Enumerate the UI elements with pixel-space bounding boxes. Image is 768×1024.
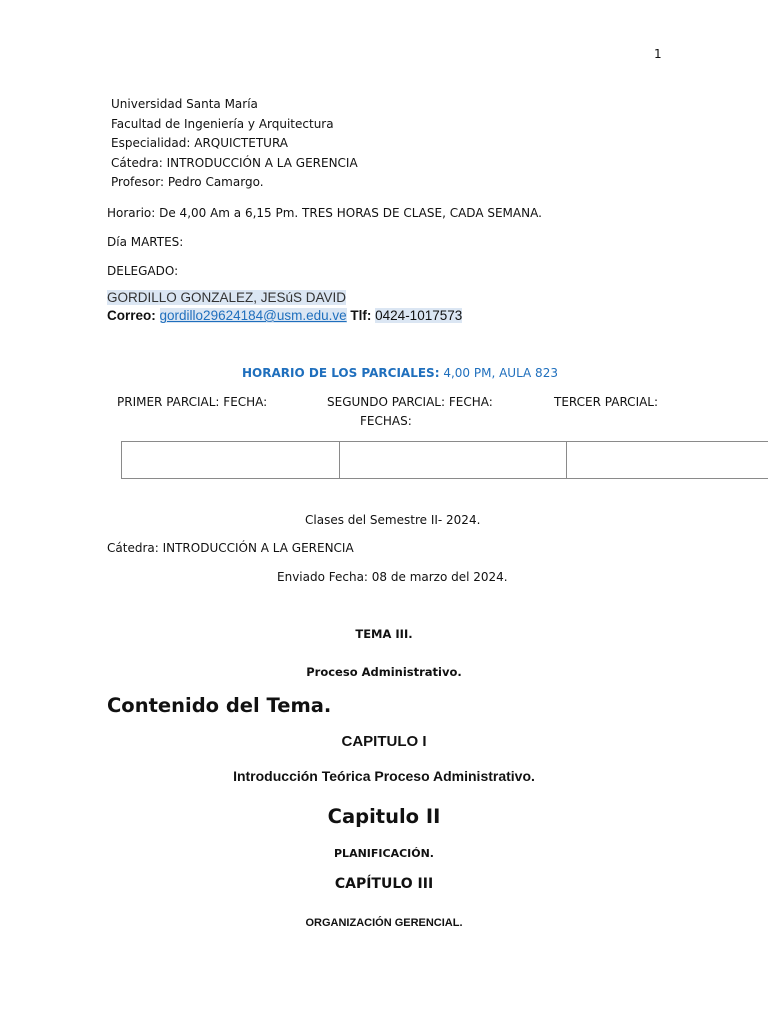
header-block: [111, 95, 358, 193]
chapter-3-heading: CAPÍTULO III: [334, 876, 434, 892]
header-professor: Profesor: Pedro Camargo.: [111, 175, 264, 189]
exams-heading-line: [242, 366, 558, 380]
first-exam-date-cell: [121, 441, 340, 479]
semester-text: Clases del Semestre II- 2024.: [305, 513, 481, 527]
theme-title: Proceso Administrativo.: [306, 665, 462, 679]
header-speciality: Especialidad: ARQUICTETURA: [111, 136, 289, 150]
chapter-3-title: ORGANIZACIÓN GERENCIAL.: [305, 917, 463, 929]
delegate-contact: [107, 308, 462, 323]
sent-date-text: Enviado Fecha: 08 de marzo del 2024.: [277, 570, 508, 584]
chapter-1-heading: CAPITULO I: [341, 733, 427, 750]
header-faculty: Facultad de Ingeniería y Arquitectura: [111, 116, 334, 131]
third-exam-date-cell: [566, 441, 768, 479]
theme-number: TEMA III.: [355, 627, 413, 641]
header-university: Universidad Santa María: [111, 97, 258, 111]
content-heading: Contenido del Tema.: [107, 694, 332, 717]
catedra-text: Cátedra: INTRODUCCIÓN A LA GERENCIA: [107, 541, 354, 555]
exams-time: 4,00 PM, AULA 823: [443, 366, 558, 380]
schedule-text: Horario: De 4,00 Am a 6,15 Pm. TRES HORAS DE CLASE, CADA SEMANA.: [107, 206, 542, 220]
second-exam-label: SEGUNDO PARCIAL: FECHA:: [327, 395, 493, 409]
exams-heading: HORARIO DE LOS PARCIALES:: [242, 366, 440, 380]
phone-label: Tlf:: [350, 308, 372, 323]
delegate-name: GORDILLO GONZALEZ, JESúS DAVID: [107, 290, 347, 305]
delegate-label: DELEGADO:: [107, 264, 179, 278]
second-exam-date-cell: [339, 441, 567, 479]
chapter-2-heading: Capitulo II: [327, 805, 441, 828]
day-text: Día MARTES:: [107, 235, 184, 249]
page-number: 1: [654, 47, 662, 61]
first-exam-label: PRIMER PARCIAL: FECHA:: [117, 395, 268, 409]
third-exam-label: TERCER PARCIAL:: [554, 395, 659, 409]
email-link[interactable]: gordillo29624184@usm.edu.ve: [159, 308, 347, 323]
header-catedra: Cátedra: INTRODUCCIÓN A LA GERENCIA: [111, 155, 358, 170]
email-label: Correo:: [107, 308, 156, 323]
chapter-2-title: PLANIFICACIÓN.: [334, 847, 434, 860]
dates-label: FECHAS:: [360, 414, 412, 428]
chapter-1-title: Introducción Teórica Proceso Administrativo.: [233, 768, 535, 784]
phone-value: 0424-1017573: [375, 308, 463, 323]
